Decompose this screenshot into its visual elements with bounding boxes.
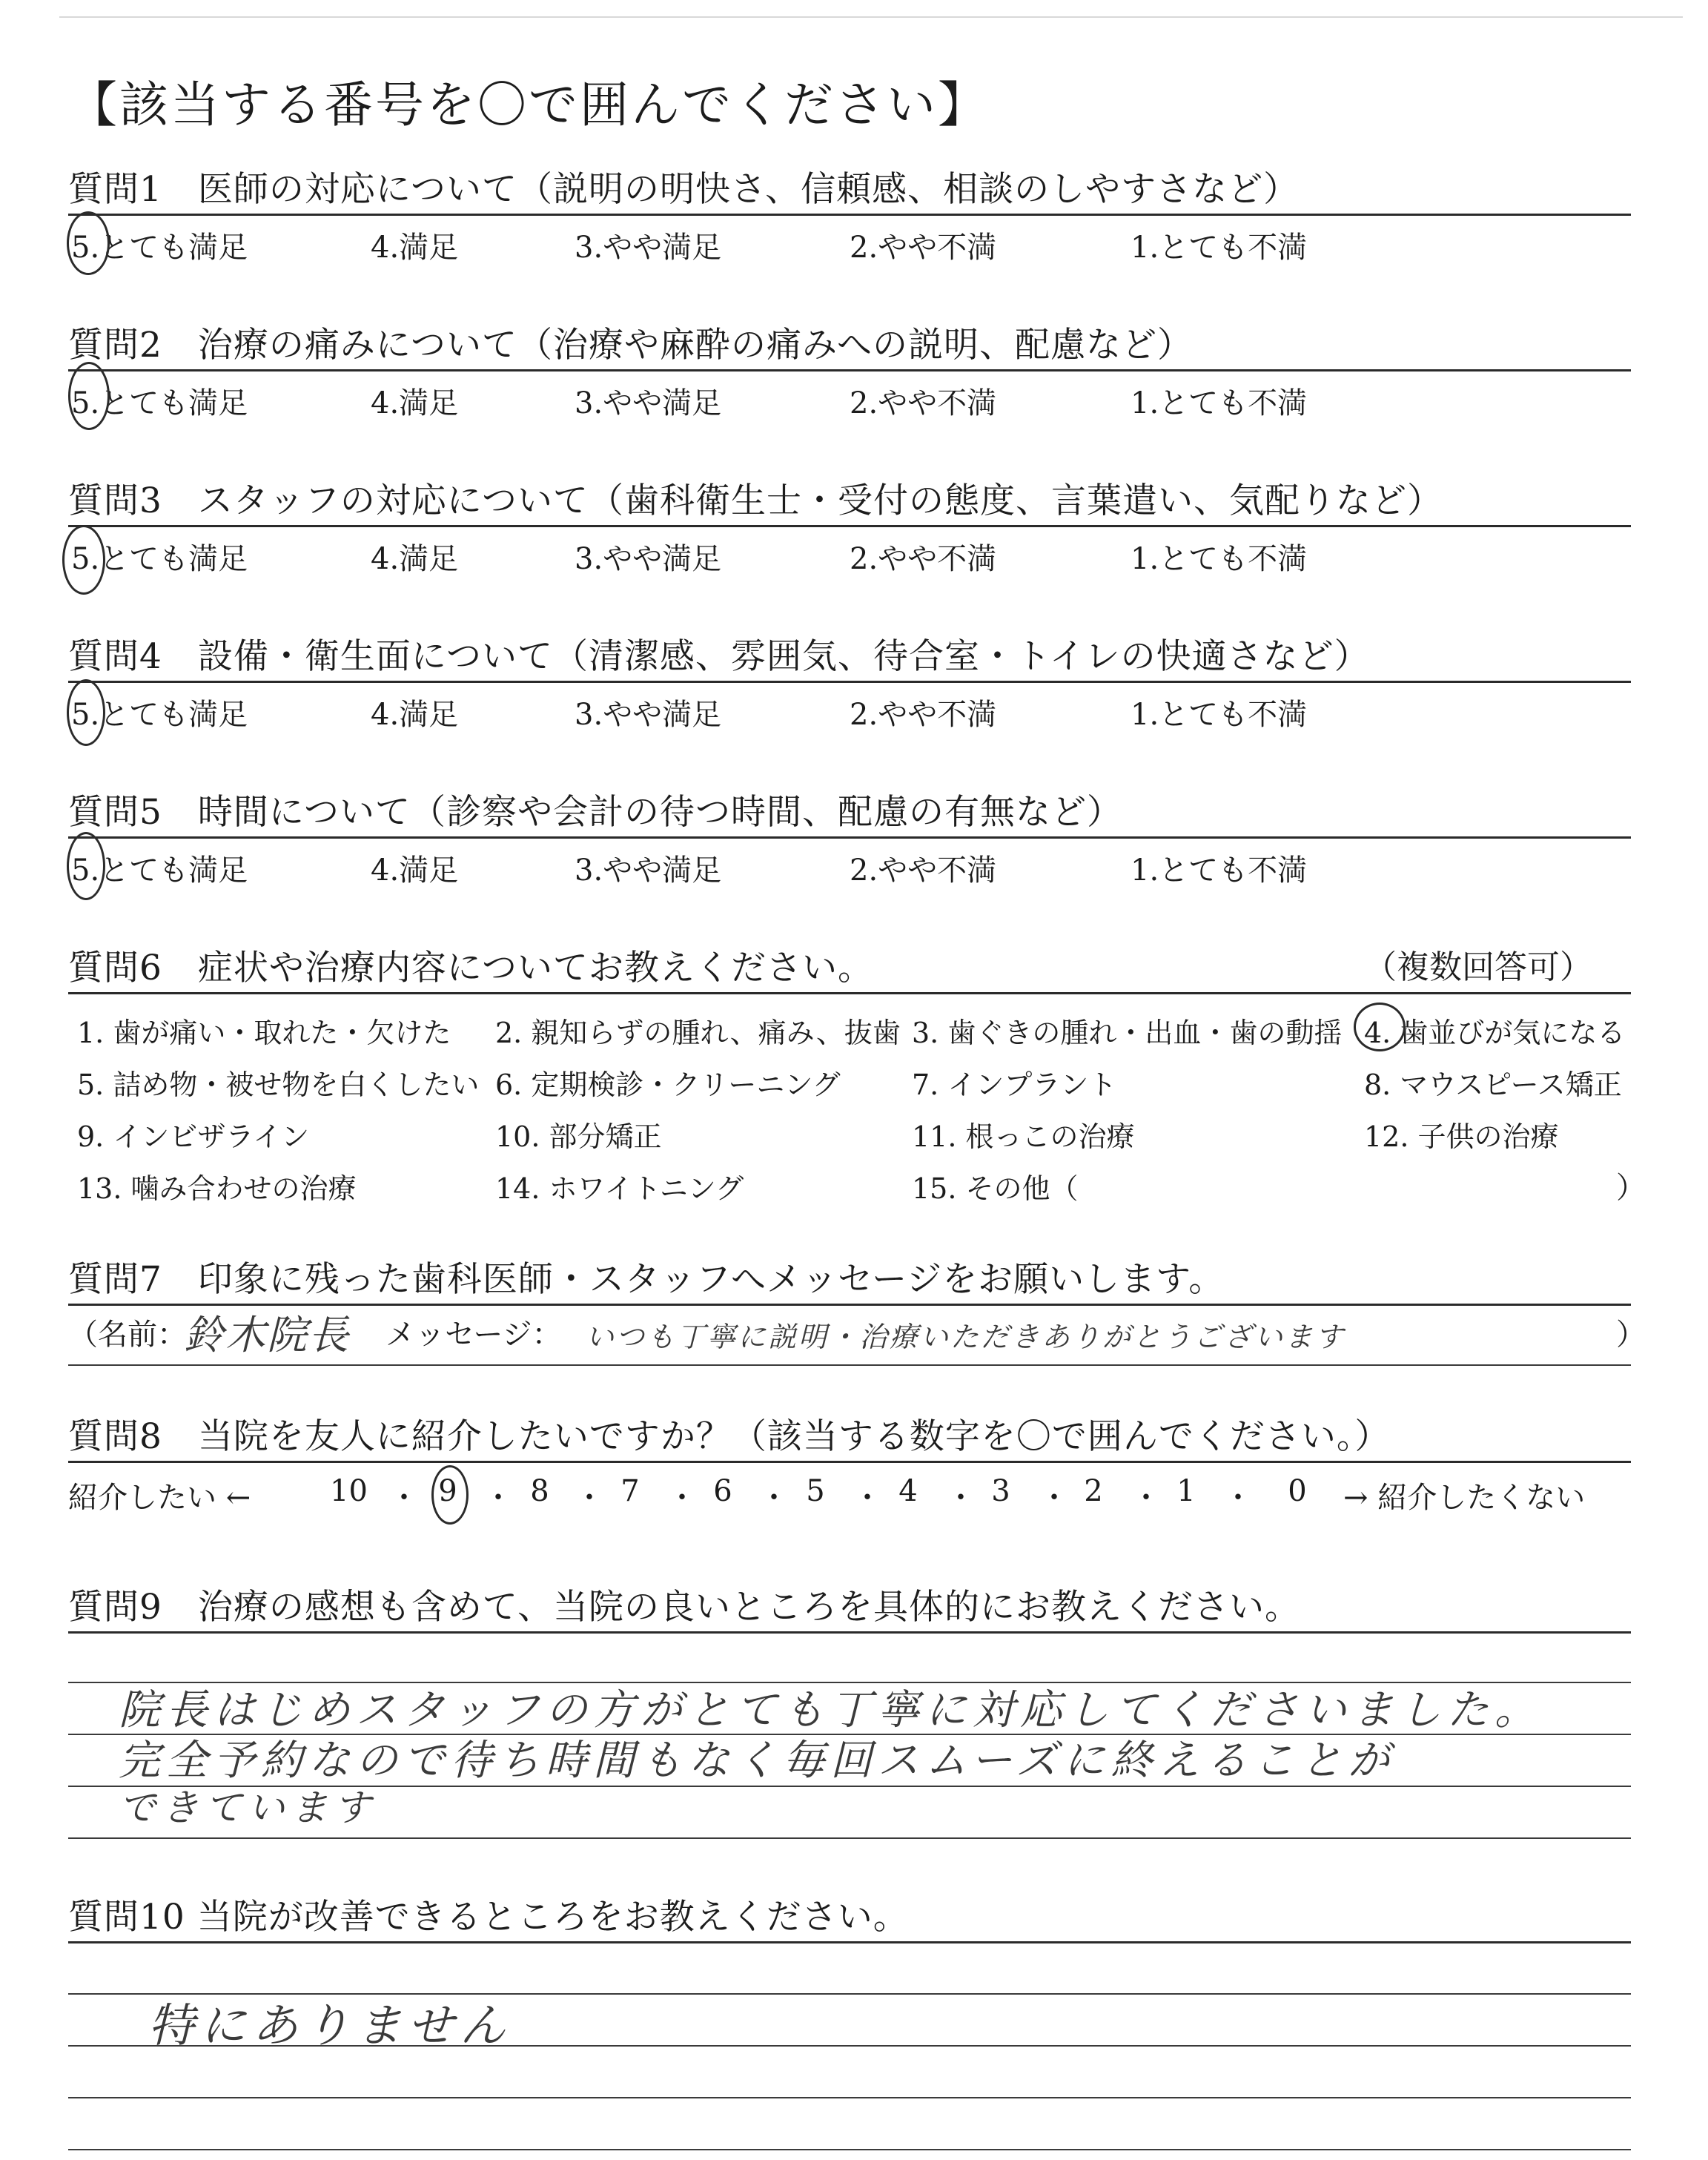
q5-option-2[interactable]: 2.やや不満 <box>850 853 997 888</box>
q3-selection-circle <box>62 525 105 595</box>
q8-separator: ・ <box>853 1481 882 1515</box>
q10-title: 質問10 当院が改善できるところをお教えください。 <box>68 1897 909 1938</box>
q4-option-3[interactable]: 3.やや満足 <box>575 698 722 732</box>
q6-multiple-note: （複数回答可） <box>1364 948 1592 986</box>
q7-name-handwriting: 鈴木院長 <box>184 1312 350 1358</box>
q7-close-paren: ） <box>1616 1318 1646 1352</box>
q4-selection-circle <box>67 679 105 746</box>
q8-scale-1[interactable]: 1 <box>1176 1474 1196 1508</box>
q1-selection-circle <box>67 211 110 275</box>
q8-selection-circle <box>431 1465 469 1525</box>
q8-right-label: → 紹介したくない <box>1343 1481 1586 1515</box>
q1-option-2[interactable]: 2.やや不満 <box>850 231 997 265</box>
q10-answer-line-1: 特にありません <box>148 1998 512 2052</box>
q4-option-1[interactable]: 1.とても不満 <box>1131 698 1308 732</box>
q8-scale-7[interactable]: 7 <box>620 1474 640 1508</box>
q3-option-3[interactable]: 3.やや満足 <box>575 542 722 576</box>
q2-option-1[interactable]: 1.とても不満 <box>1131 386 1308 420</box>
q3-option-4[interactable]: 4.満足 <box>371 542 459 576</box>
q10-answer-line <box>68 2097 1631 2098</box>
q9-answer-line <box>68 1837 1631 1839</box>
q3-option-5[interactable]: 5.とても満足 <box>71 542 248 576</box>
q2-rule <box>68 369 1631 371</box>
top-border <box>59 16 1683 18</box>
q8-separator: ・ <box>483 1481 513 1515</box>
q5-selection-circle <box>67 832 105 900</box>
q6-title: 質問6 症状や治療内容についてお教えください。 <box>68 948 873 988</box>
q8-title: 質問8 当院を友人に紹介したいですか？（該当する数字を〇で囲んでください。） <box>68 1416 1391 1457</box>
q1-option-5[interactable]: 5.とても満足 <box>71 231 248 265</box>
q3-option-2[interactable]: 2.やや不満 <box>850 542 997 576</box>
q9-answer-line-3: できています <box>119 1786 377 1829</box>
q8-scale-4[interactable]: 4 <box>898 1474 918 1508</box>
q2-title: 質問2 治療の痛みについて（治療や麻酔の痛みへの説明、配慮など） <box>68 325 1194 366</box>
q8-scale-0[interactable]: 0 <box>1288 1474 1307 1508</box>
q6-option-4[interactable]: 4. 歯並びが気になる <box>1364 1017 1626 1049</box>
q5-option-3[interactable]: 3.やや満足 <box>575 853 722 888</box>
q5-title: 質問5 時間について（診察や会計の待つ時間、配慮の有無など） <box>68 792 1122 833</box>
q1-rule <box>68 214 1631 216</box>
q6-option-13[interactable]: 13. 噛み合わせの治療 <box>77 1172 357 1205</box>
q5-option-1[interactable]: 1.とても不満 <box>1131 853 1308 888</box>
q2-option-4[interactable]: 4.満足 <box>371 386 459 420</box>
q8-separator: ・ <box>1039 1481 1069 1515</box>
q1-option-1[interactable]: 1.とても不満 <box>1131 231 1308 265</box>
q10-answer-line <box>68 2149 1631 2150</box>
q2-option-2[interactable]: 2.やや不満 <box>850 386 997 420</box>
q8-scale-6[interactable]: 6 <box>713 1474 732 1508</box>
q3-option-1[interactable]: 1.とても不満 <box>1131 542 1308 576</box>
q4-option-2[interactable]: 2.やや不満 <box>850 698 997 732</box>
q6-option-5[interactable]: 5. 詰め物・被せ物を白くしたい <box>77 1069 480 1101</box>
q6-rule <box>68 992 1631 994</box>
q7-message-label: メッセージ： <box>385 1318 562 1352</box>
q6-option-2[interactable]: 2. 親知らずの腫れ、痛み、抜歯 <box>495 1017 901 1049</box>
q5-option-5[interactable]: 5.とても満足 <box>71 853 248 888</box>
q8-scale-10[interactable]: 10 <box>330 1474 368 1508</box>
q8-separator: ・ <box>1131 1481 1161 1515</box>
q4-option-4[interactable]: 4.満足 <box>371 698 459 732</box>
q9-answer-line-1: 院長はじめスタッフの方がとても丁寧に対応してくださいました。 <box>119 1686 1542 1734</box>
q6-option-4-circle <box>1354 1003 1406 1051</box>
q6-option-10[interactable]: 10. 部分矯正 <box>495 1120 662 1153</box>
q9-rule <box>68 1631 1631 1634</box>
q8-separator: ・ <box>759 1481 789 1515</box>
q1-title: 質問1 医師の対応について（説明の明快さ、信頼感、相談のしやすさなど） <box>68 169 1300 210</box>
q2-option-3[interactable]: 3.やや満足 <box>575 386 722 420</box>
q6-other-close-paren: ） <box>1616 1171 1646 1205</box>
q6-option-12[interactable]: 12. 子供の治療 <box>1364 1120 1559 1153</box>
q8-scale-9[interactable]: 9 <box>438 1474 457 1508</box>
q8-rule <box>68 1461 1631 1463</box>
q8-separator: ・ <box>389 1481 419 1515</box>
q6-option-15[interactable]: 15. その他（ <box>912 1172 1079 1205</box>
q4-title: 質問4 設備・衛生面について（清潔感、雰囲気、待合室・トイレの快適さなど） <box>68 636 1370 677</box>
q8-separator: ・ <box>1223 1481 1253 1515</box>
q2-selection-circle <box>68 362 110 430</box>
q7-name-label: （名前： <box>68 1318 187 1352</box>
q7-message-handwriting: いつも丁寧に説明・治療いただきありがとうございます <box>586 1321 1346 1353</box>
q9-answer-line-2: 完全予約なので待ち時間もなく毎回スムーズに終えることが <box>119 1737 1396 1785</box>
q8-left-label: 紹介したい ← <box>68 1481 251 1515</box>
page-title: 【該当する番号を〇で囲んでください】 <box>68 76 989 133</box>
q7-title: 質問7 印象に残った歯科医師・スタッフへメッセージをお願いします。 <box>68 1259 1225 1300</box>
q6-option-3[interactable]: 3. 歯ぐきの腫れ・出血・歯の動揺 <box>912 1017 1343 1049</box>
q6-option-1[interactable]: 1. 歯が痛い・取れた・欠けた <box>77 1017 451 1049</box>
q8-scale-8[interactable]: 8 <box>530 1474 549 1508</box>
q7-underline <box>68 1364 1631 1366</box>
q8-scale-3[interactable]: 3 <box>991 1474 1010 1508</box>
q9-title: 質問9 治療の感想も含めて、当院の良いところを具体的にお教えください。 <box>68 1587 1300 1628</box>
q4-rule <box>68 681 1631 683</box>
q6-option-9[interactable]: 9. インビザライン <box>77 1120 310 1153</box>
q1-option-3[interactable]: 3.やや満足 <box>575 231 722 265</box>
q6-option-7[interactable]: 7. インプラント <box>912 1069 1117 1101</box>
q8-scale-2[interactable]: 2 <box>1084 1474 1103 1508</box>
q3-rule <box>68 525 1631 527</box>
q6-option-14[interactable]: 14. ホワイトニング <box>495 1172 744 1205</box>
q6-option-6[interactable]: 6. 定期検診・クリーニング <box>495 1069 841 1101</box>
q5-option-4[interactable]: 4.満足 <box>371 853 459 888</box>
q8-scale-5[interactable]: 5 <box>806 1474 825 1508</box>
q8-separator: ・ <box>946 1481 976 1515</box>
q8-separator: ・ <box>667 1481 697 1515</box>
q4-option-5[interactable]: 5.とても満足 <box>71 698 248 732</box>
q2-option-5[interactable]: 5.とても満足 <box>71 386 248 420</box>
q1-option-4[interactable]: 4.満足 <box>371 231 459 265</box>
q5-rule <box>68 836 1631 839</box>
q3-title: 質問3 スタッフの対応について（歯科衛生士・受付の態度、言葉遣い、気配りなど） <box>68 480 1443 521</box>
q6-option-8[interactable]: 8. マウスピース矯正 <box>1364 1069 1622 1101</box>
q8-separator: ・ <box>575 1481 604 1515</box>
q6-option-11[interactable]: 11. 根っこの治療 <box>912 1120 1135 1153</box>
q10-rule <box>68 1941 1631 1943</box>
